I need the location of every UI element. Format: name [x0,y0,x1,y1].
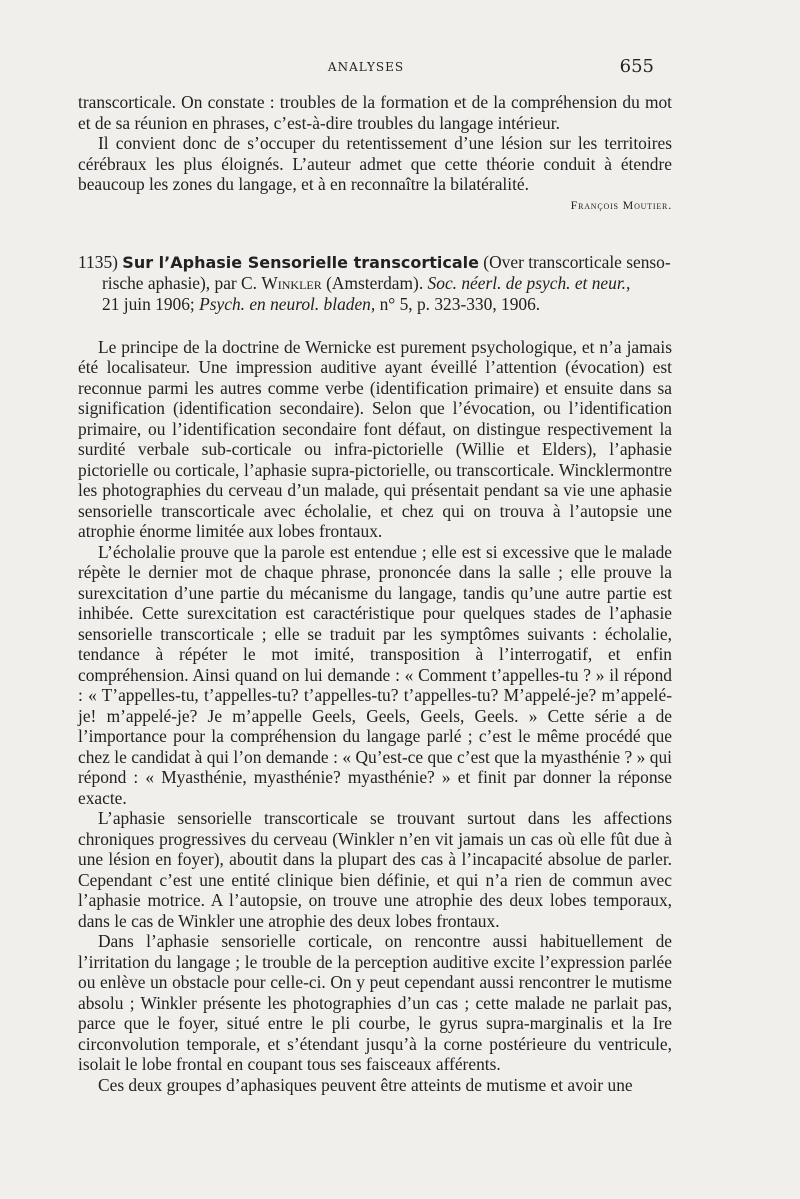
body-text [78,92,672,1095]
body-paragraph-1: Le principe de la doctrine de Wernicke est purement psychologique, et n’a jamais été localisateur. Une impression auditive ayant éveillé l’attention (évocation) est reconnue parmi les autres comme verbe (identification primaire) et ensuite dans sa signification (identification secondaire). Selon que l’évocation, ou l’identification primaire, ou l’identification secondaire font défaut, on distingue respectivement la surdité verbale sub-corticale ou infra-pictorielle (Willie et Elders), l’aphasie pictorielle ou corticale, l’aphasie supra-pictorielle, ou transcorticale. Wincklermontre les photographies du cerveau d’un malade, qui présentait pendant sa vie une aphasie sensorielle transcorticale avec écholalie, et chez qui on trouva à l’autopsie une atrophie énorme limitée aux lobes frontaux. [78,336,672,541]
entry-number: 1135) [78,251,118,272]
entry-line2-b: (Amsterdam). [321,272,428,293]
body-paragraph-3: L’aphasie sensorielle transcorticale se trouvant surtout dans les affections chroniques progressives du cerveau (Winkler n’en vit jamais un cas où elle fût due à une lésion en foyer), aboutit dans la plupart des cas à l’incapacité absolue de parler. Cependant c’est une entité clinique bien définie, et qui n’a rien de commun avec l’aphasie motrice. A l’autopsie, on trouve une atrophie des deux lobes temporaux, dans le cas de Winkler une atrophie des deux lobes frontaux. [78,808,672,931]
running-head [78,56,654,80]
entry-subtitle: (Over transcorticale senso- [478,251,671,272]
bibliographic-entry [78,252,672,315]
entry-line-3 [78,294,672,315]
body-paragraph-2: L’écholalie prouve que la parole est entendue ; elle est si excessive que le malade répète le dernier mot de chaque phrase, prononcée dans la salle ; elle prouve la surexcitation d’une partie du mécanisme du langage, tandis qu’une autre partie est inhibée. Cette surexcitation est caractéristique pour quelques stades de l’aphasie sensorielle transcorticale ; elle se traduit par les symptômes suivants : écholalie, tendance à répéter le mot imité, transposition à l’interrogatif, et enfin compréhension. Ainsi quand on lui demande : « Comment t’appelles-tu ? » il répond : « T’appelles-tu, t’appelles-tu? t’appelles-tu? t’appelles-tu? M’appelé-je? m’appelé-je! m’appelé-je? Je m’appelle Geels, Geels, Geels, Geels. » Cette série a de l’importance pour la compréhension du langage parlé ; c’est le même procédé que chez le candidat à qui l’on demande : « Qu’est-ce que c’est que la myasthénie ? » qui répond : « Myasthénie, myasthénie? myasthénie? » et finit par donner la réponse exacte. [78,541,672,808]
entry-line3-b: n° 5, p. 323-330, 1906. [375,293,541,314]
entry-title: Sur l’Aphasie Sensorielle transcorticale [122,252,479,272]
entry-line3-a: 21 juin 1906; [102,293,200,314]
body-paragraph-4: Dans l’aphasie sensorielle corticale, on rencontre aussi habituellement de l’irritation du langage ; le trouble de la perception auditive excite l’expression parlée ou enlève un obstacle pour celle-ci. On y peut cependant aussi rencontrer le mutisme absolu ; Winkler présente les photographies d’un cas ; cette malade ne parlait pas, parce que le foyer, situé entre le pli courbe, le gyrus supra-marginalis et la Ire circonvolution temporale, et s’étendant jusqu’à la corne postérieure du ventricule, isolait le lobe frontal en coupant tous ses faisceaux afférents. [78,931,672,1074]
prev-article-paragraph-2: Il convient donc de s’occuper du retentissement d’une lésion sur les territoires cérébraux les plus éloignés. L’auteur admet que cette théorie conduit à étendre beaucoup les zones du langage, et à en reconnaître la bilatéralité. [78,133,672,194]
entry-line2-a: rische aphasie), par C. [102,272,262,293]
page-number: 655 [619,56,654,77]
entry-line-2 [78,273,672,294]
entry-author: Winkler [261,272,322,293]
entry-journal-2: Psych. en neurol. bladen, [199,293,376,314]
prev-article-paragraph-1: transcorticale. On constate : troubles de la formation et de la compréhension du mot et de sa réunion en phrases, c’est-à-dire troubles du langage intérieur. [78,92,672,133]
body-paragraph-5: Ces deux groupes d’aphasiques peuvent être atteints de mutisme et avoir une [98,1074,633,1095]
entry-line-1 [78,252,672,273]
running-title: ANALYSES [327,60,405,74]
author-signature: François Moutier. [570,197,672,212]
entry-journal-1: Soc. néerl. de psych. et neur., [427,272,631,293]
